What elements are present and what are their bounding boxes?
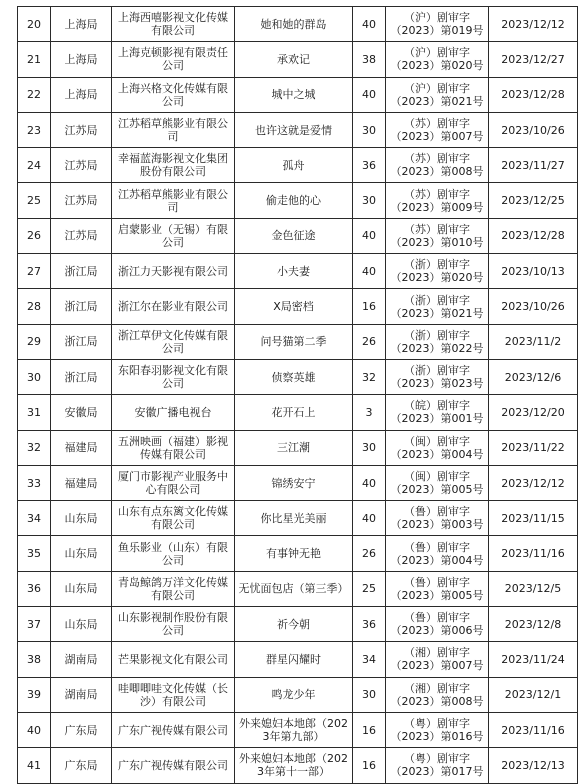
row-number: 29 — [18, 324, 51, 359]
table-row — [18, 7, 578, 42]
bureau-cell: 山东局 — [51, 607, 112, 642]
drama-title-cell: 你比星光美丽 — [235, 501, 353, 536]
permit-line-2: （2023）第021号 — [390, 94, 484, 108]
company-cell: 幸福蓝海影视文化集团股份有限公司 — [112, 148, 235, 183]
permit-line-1: （浙）剧审字 — [404, 258, 470, 272]
permit-cell — [386, 501, 489, 536]
company-cell: 安徽广播电视台 — [112, 395, 235, 430]
permit-line-1: （闽）剧审字 — [404, 470, 470, 483]
bureau-cell: 湖南局 — [51, 642, 112, 677]
permit-line-2: （2023）第008号 — [390, 694, 484, 708]
episodes-cell: 36 — [353, 148, 386, 183]
bureau-cell: 江苏局 — [51, 183, 112, 218]
approval-date-cell: 2023/12/25 — [489, 183, 578, 218]
episodes-cell: 40 — [353, 501, 386, 536]
permit-cell — [386, 7, 489, 42]
drama-title-cell: 外来媳妇本地郎（2023年第九部） — [235, 712, 353, 747]
permit-line-1: （鲁）剧审字 — [404, 540, 470, 554]
row-number: 41 — [18, 748, 51, 783]
table-row — [18, 395, 578, 430]
company-cell: 浙江尔在影业有限公司 — [112, 289, 235, 324]
permit-cell — [386, 712, 489, 747]
approval-date-cell: 2023/11/22 — [489, 430, 578, 465]
permit-cell — [386, 77, 489, 112]
permit-line-2: （2023）第007号 — [390, 659, 484, 673]
episodes-cell: 30 — [353, 677, 386, 712]
row-number: 21 — [18, 42, 51, 77]
episodes-cell: 30 — [353, 183, 386, 218]
drama-title-cell: 她和她的群岛 — [235, 7, 353, 42]
permit-line-1: （苏）剧审字 — [404, 152, 470, 166]
permit-line-1: （苏）剧审字 — [404, 222, 470, 236]
table-row — [18, 607, 578, 642]
permit-line-2: （2023）第009号 — [390, 200, 484, 214]
row-number: 35 — [18, 536, 51, 571]
drama-title-cell: 三江潮 — [235, 430, 353, 465]
episodes-cell: 38 — [353, 42, 386, 77]
drama-title-cell: 无忧面包店（第三季） — [235, 571, 353, 606]
permit-cell — [386, 536, 489, 571]
approval-date-cell: 2023/12/1 — [489, 677, 578, 712]
approval-date-cell: 2023/12/13 — [489, 748, 578, 783]
drama-title-cell: 也许这就是爱情 — [235, 112, 353, 147]
approval-date-cell: 2023/11/16 — [489, 536, 578, 571]
table-row — [18, 642, 578, 677]
drama-title-cell: 问号猫第二季 — [235, 324, 353, 359]
row-number: 32 — [18, 430, 51, 465]
approval-date-cell: 2023/12/28 — [489, 77, 578, 112]
company-cell: 广东广视传媒有限公司 — [112, 712, 235, 747]
episodes-cell: 32 — [353, 359, 386, 394]
bureau-cell: 上海局 — [51, 42, 112, 77]
table-row — [18, 501, 578, 536]
approval-date-cell: 2023/11/15 — [489, 501, 578, 536]
company-cell: 东阳春羽影视文化有限公司 — [112, 359, 235, 394]
company-cell: 江苏稻草熊影业有限公司 — [112, 183, 235, 218]
permit-line-1: （沪）剧审字 — [404, 46, 470, 60]
row-number: 36 — [18, 571, 51, 606]
permit-line-1: （沪）剧审字 — [404, 81, 470, 95]
permit-cell — [386, 465, 489, 500]
episodes-cell: 30 — [353, 430, 386, 465]
row-number: 38 — [18, 642, 51, 677]
table-row — [18, 289, 578, 324]
company-cell: 上海西嘻影视文化传媒有限公司 — [112, 7, 235, 42]
permit-line-1: （湘）剧审字 — [404, 646, 470, 660]
permit-line-2: （2023）第004号 — [390, 553, 484, 567]
drama-approval-table — [17, 6, 578, 784]
permit-cell — [386, 607, 489, 642]
company-cell: 哇唧唧哇文化传媒（长沙）有限公司 — [112, 677, 235, 712]
company-cell: 广东广视传媒有限公司 — [112, 748, 235, 783]
permit-line-2: （2023）第001号 — [390, 412, 484, 426]
episodes-cell: 26 — [353, 324, 386, 359]
company-cell: 启蒙影业（无锡）有限公司 — [112, 218, 235, 253]
table-row — [18, 430, 578, 465]
approval-date-cell: 2023/10/13 — [489, 254, 578, 289]
permit-cell — [386, 218, 489, 253]
table-row — [18, 465, 578, 500]
permit-line-2: （2023）第008号 — [390, 165, 484, 179]
drama-title-cell: 偷走他的心 — [235, 183, 353, 218]
permit-line-1: （湘）剧审字 — [404, 681, 470, 695]
table-row — [18, 218, 578, 253]
drama-title-cell: 有事钟无艳 — [235, 536, 353, 571]
approval-date-cell: 2023/11/24 — [489, 642, 578, 677]
row-number: 24 — [18, 148, 51, 183]
permit-line-1: （粤）剧审字 — [404, 752, 470, 766]
company-cell: 青岛鲸鸽万洋文化传媒有限公司 — [112, 571, 235, 606]
drama-title-cell: 锦绣安宁 — [235, 465, 353, 500]
row-number: 31 — [18, 395, 51, 430]
permit-line-2: （2023）第007号 — [390, 130, 484, 144]
table-row — [18, 324, 578, 359]
approval-date-cell: 2023/12/28 — [489, 218, 578, 253]
company-cell: 山东有点东篱文化传媒有限公司 — [112, 501, 235, 536]
episodes-cell: 40 — [353, 254, 386, 289]
permit-line-1: （皖）剧审字 — [404, 399, 470, 413]
approval-date-cell: 2023/12/20 — [489, 395, 578, 430]
permit-cell — [386, 642, 489, 677]
permit-line-2: （2023）第021号 — [390, 306, 484, 320]
table-row — [18, 148, 578, 183]
bureau-cell: 浙江局 — [51, 359, 112, 394]
drama-title-cell: X局密档 — [235, 289, 353, 324]
table-row — [18, 748, 578, 783]
bureau-cell: 湖南局 — [51, 677, 112, 712]
approval-date-cell: 2023/12/8 — [489, 607, 578, 642]
table-row — [18, 571, 578, 606]
row-number: 25 — [18, 183, 51, 218]
drama-title-cell: 侦察英雄 — [235, 359, 353, 394]
table-row — [18, 536, 578, 571]
permit-cell — [386, 42, 489, 77]
company-cell: 上海克顿影视有限责任公司 — [112, 42, 235, 77]
permit-line-1: （粤）剧审字 — [404, 717, 470, 731]
bureau-cell: 上海局 — [51, 7, 112, 42]
company-cell: 浙江草伊文化传媒有限公司 — [112, 324, 235, 359]
permit-line-2: （2023）第020号 — [390, 271, 484, 285]
permit-cell — [386, 254, 489, 289]
drama-title-cell: 孤舟 — [235, 148, 353, 183]
approval-date-cell: 2023/11/2 — [489, 324, 578, 359]
permit-cell — [386, 748, 489, 783]
episodes-cell: 40 — [353, 7, 386, 42]
permit-cell — [386, 430, 489, 465]
permit-cell — [386, 289, 489, 324]
table-row — [18, 712, 578, 747]
permit-line-1: （鲁）剧审字 — [404, 575, 470, 589]
bureau-cell: 山东局 — [51, 501, 112, 536]
permit-cell — [386, 359, 489, 394]
permit-cell — [386, 148, 489, 183]
permit-cell — [386, 677, 489, 712]
bureau-cell: 浙江局 — [51, 254, 112, 289]
episodes-cell: 25 — [353, 571, 386, 606]
drama-title-cell: 鸣龙少年 — [235, 677, 353, 712]
approval-date-cell: 2023/12/12 — [489, 7, 578, 42]
bureau-cell: 浙江局 — [51, 324, 112, 359]
episodes-cell: 3 — [353, 395, 386, 430]
permit-line-1: （浙）剧审字 — [404, 293, 470, 307]
row-number: 23 — [18, 112, 51, 147]
row-number: 26 — [18, 218, 51, 253]
bureau-cell: 安徽局 — [51, 395, 112, 430]
row-number: 34 — [18, 501, 51, 536]
permit-line-1: （浙）剧审字 — [404, 328, 470, 342]
permit-line-2: （2023）第020号 — [390, 59, 484, 73]
permit-line-2: （2023）第005号 — [390, 483, 484, 496]
approval-date-cell: 2023/11/16 — [489, 712, 578, 747]
row-number: 30 — [18, 359, 51, 394]
episodes-cell: 26 — [353, 536, 386, 571]
approval-date-cell: 2023/12/27 — [489, 42, 578, 77]
row-number: 27 — [18, 254, 51, 289]
row-number: 39 — [18, 677, 51, 712]
drama-title-cell: 群星闪耀时 — [235, 642, 353, 677]
company-cell: 厦门市影视产业服务中心有限公司 — [112, 465, 235, 500]
table-body — [18, 7, 578, 784]
episodes-cell: 36 — [353, 607, 386, 642]
company-cell: 五洲映画（福建）影视传媒有限公司 — [112, 430, 235, 465]
company-cell: 芒果影视文化有限公司 — [112, 642, 235, 677]
drama-title-cell: 小夫妻 — [235, 254, 353, 289]
permit-line-2: （2023）第006号 — [390, 624, 484, 638]
table-row — [18, 77, 578, 112]
approval-date-cell: 2023/10/26 — [489, 289, 578, 324]
drama-title-cell: 祈今朝 — [235, 607, 353, 642]
company-cell: 上海兴格文化传媒有限公司 — [112, 77, 235, 112]
company-cell: 鱼乐影业（山东）有限公司 — [112, 536, 235, 571]
drama-title-cell: 城中之城 — [235, 77, 353, 112]
bureau-cell: 福建局 — [51, 430, 112, 465]
approval-date-cell: 2023/11/27 — [489, 148, 578, 183]
permit-line-1: （鲁）剧审字 — [404, 611, 470, 625]
episodes-cell: 30 — [353, 112, 386, 147]
episodes-cell: 16 — [353, 712, 386, 747]
permit-line-1: （鲁）剧审字 — [404, 505, 470, 519]
row-number: 20 — [18, 7, 51, 42]
permit-line-1: （沪）剧审字 — [404, 11, 470, 25]
row-number: 28 — [18, 289, 51, 324]
bureau-cell: 浙江局 — [51, 289, 112, 324]
table-row — [18, 183, 578, 218]
company-cell: 山东影视制作股份有限公司 — [112, 607, 235, 642]
approval-date-cell: 2023/12/6 — [489, 359, 578, 394]
bureau-cell: 广东局 — [51, 712, 112, 747]
episodes-cell: 40 — [353, 465, 386, 500]
table-row — [18, 42, 578, 77]
bureau-cell: 福建局 — [51, 465, 112, 500]
permit-cell — [386, 571, 489, 606]
bureau-cell: 江苏局 — [51, 148, 112, 183]
episodes-cell: 16 — [353, 289, 386, 324]
approval-date-cell: 2023/12/5 — [489, 571, 578, 606]
row-number: 22 — [18, 77, 51, 112]
permit-line-2: （2023）第010号 — [390, 235, 484, 249]
permit-line-2: （2023）第019号 — [390, 24, 484, 38]
permit-cell — [386, 324, 489, 359]
permit-line-1: （闽）剧审字 — [404, 434, 470, 448]
approval-date-cell: 2023/10/26 — [489, 112, 578, 147]
permit-line-1: （苏）剧审字 — [404, 187, 470, 201]
bureau-cell: 山东局 — [51, 571, 112, 606]
bureau-cell: 江苏局 — [51, 112, 112, 147]
row-number: 33 — [18, 465, 51, 500]
approval-date-cell: 2023/12/12 — [489, 465, 578, 500]
episodes-cell: 40 — [353, 218, 386, 253]
permit-line-2: （2023）第017号 — [390, 765, 484, 779]
permit-cell — [386, 183, 489, 218]
bureau-cell: 上海局 — [51, 77, 112, 112]
row-number: 37 — [18, 607, 51, 642]
drama-title-cell: 金色征途 — [235, 218, 353, 253]
permit-line-2: （2023）第016号 — [390, 730, 484, 744]
table-row — [18, 359, 578, 394]
bureau-cell: 江苏局 — [51, 218, 112, 253]
permit-line-2: （2023）第023号 — [390, 377, 484, 391]
permit-line-2: （2023）第003号 — [390, 518, 484, 532]
permit-line-1: （浙）剧审字 — [404, 364, 470, 378]
company-cell: 江苏稻草熊影业有限公司 — [112, 112, 235, 147]
permit-line-1: （苏）剧审字 — [404, 117, 470, 131]
drama-title-cell: 承欢记 — [235, 42, 353, 77]
episodes-cell: 16 — [353, 748, 386, 783]
row-number: 40 — [18, 712, 51, 747]
permit-cell — [386, 112, 489, 147]
table-row — [18, 112, 578, 147]
episodes-cell: 34 — [353, 642, 386, 677]
episodes-cell: 40 — [353, 77, 386, 112]
drama-title-cell: 花开石上 — [235, 395, 353, 430]
drama-title-cell: 外来媳妇本地郎（2023年第十一部） — [235, 748, 353, 783]
permit-line-2: （2023）第022号 — [390, 341, 484, 355]
permit-line-2: （2023）第005号 — [390, 588, 484, 602]
permit-line-2: （2023）第004号 — [390, 447, 484, 461]
company-cell: 浙江力天影视有限公司 — [112, 254, 235, 289]
table-row — [18, 254, 578, 289]
bureau-cell: 广东局 — [51, 748, 112, 783]
table-row — [18, 677, 578, 712]
permit-cell — [386, 395, 489, 430]
bureau-cell: 山东局 — [51, 536, 112, 571]
